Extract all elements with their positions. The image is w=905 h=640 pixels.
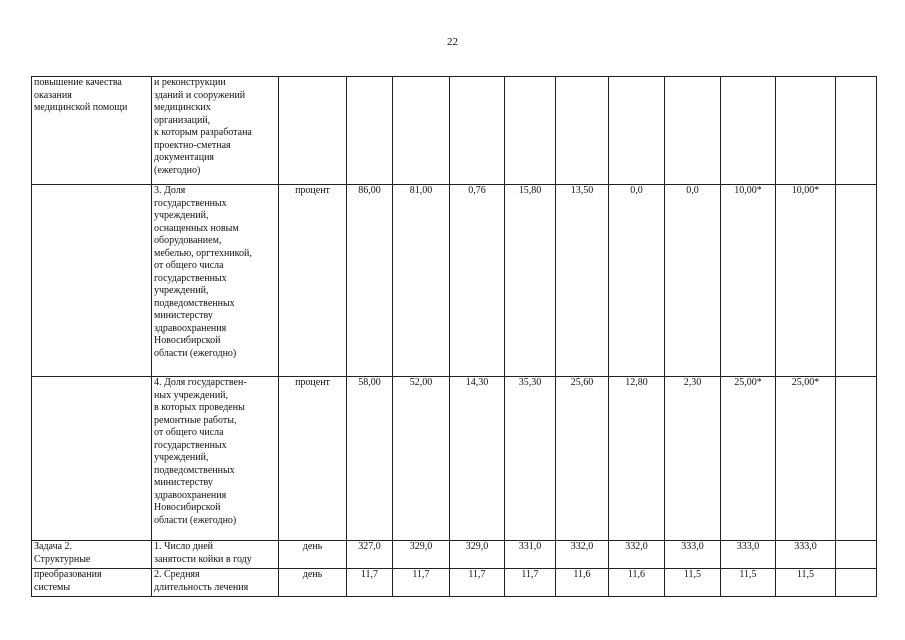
unit-cell: день — [279, 541, 347, 569]
table-row — [32, 185, 877, 377]
value-cell — [505, 77, 556, 185]
goal-cell: преобразования системы — [32, 569, 152, 597]
value-cell: 25,00* — [721, 377, 776, 541]
value-cell: 327,0 — [347, 541, 393, 569]
value-cell: 35,30 — [505, 377, 556, 541]
indicator-cell: и реконструкции зданий и сооружений медицинских организаций, к которым разработана проектно-сметная документация (ежегодно) — [152, 77, 279, 185]
value-cell: 331,0 — [505, 541, 556, 569]
value-cell: 329,0 — [450, 541, 505, 569]
value-cell — [347, 77, 393, 185]
goal-cell: повышение качества оказания медицинской помощи — [32, 77, 152, 185]
unit-cell: процент — [279, 185, 347, 377]
value-cell: 10,00* — [721, 185, 776, 377]
value-cell: 11,5 — [665, 569, 721, 597]
indicator-cell: 1. Число дней занятости койки в году — [152, 541, 279, 569]
indicator-cell: 2. Средняя длительность лечения — [152, 569, 279, 597]
unit-cell — [279, 77, 347, 185]
note-cell — [836, 541, 877, 569]
value-cell: 0,76 — [450, 185, 505, 377]
value-cell: 12,80 — [609, 377, 665, 541]
value-cell: 86,00 — [347, 185, 393, 377]
value-cell: 10,00* — [776, 185, 836, 377]
value-cell — [665, 77, 721, 185]
value-cell: 81,00 — [393, 185, 450, 377]
value-cell: 14,30 — [450, 377, 505, 541]
value-cell: 332,0 — [556, 541, 609, 569]
goal-cell — [32, 377, 152, 541]
value-cell: 15,80 — [505, 185, 556, 377]
value-cell: 11,6 — [556, 569, 609, 597]
value-cell: 2,30 — [665, 377, 721, 541]
value-cell: 13,50 — [556, 185, 609, 377]
note-cell — [836, 185, 877, 377]
value-cell: 11,5 — [776, 569, 836, 597]
value-cell: 25,60 — [556, 377, 609, 541]
value-cell: 11,7 — [450, 569, 505, 597]
value-cell: 333,0 — [776, 541, 836, 569]
goal-cell: Задача 2. Структурные — [32, 541, 152, 569]
value-cell: 11,6 — [609, 569, 665, 597]
value-cell: 333,0 — [665, 541, 721, 569]
unit-cell: процент — [279, 377, 347, 541]
value-cell: 329,0 — [393, 541, 450, 569]
unit-cell: день — [279, 569, 347, 597]
value-cell — [556, 77, 609, 185]
page-number: 22 — [447, 36, 458, 48]
value-cell — [450, 77, 505, 185]
value-cell — [609, 77, 665, 185]
value-cell — [776, 77, 836, 185]
value-cell: 25,00* — [776, 377, 836, 541]
table-row — [32, 77, 877, 185]
value-cell: 52,00 — [393, 377, 450, 541]
value-cell: 0,0 — [665, 185, 721, 377]
value-cell: 58,00 — [347, 377, 393, 541]
table-row — [32, 569, 877, 597]
goal-cell — [32, 185, 152, 377]
table-row — [32, 377, 877, 541]
value-cell: 333,0 — [721, 541, 776, 569]
value-cell: 11,7 — [505, 569, 556, 597]
table-row — [32, 541, 877, 569]
value-cell: 11,7 — [393, 569, 450, 597]
value-cell: 11,7 — [347, 569, 393, 597]
value-cell — [393, 77, 450, 185]
indicator-cell: 4. Доля государствен- ных учреждений, в которых проведены ремонтные работы, от общего числа государственных учреждений, подведомственных министерству здравоохранения Новосибирской области (ежегодно) — [152, 377, 279, 541]
table-body — [32, 77, 877, 597]
value-cell: 332,0 — [609, 541, 665, 569]
note-cell — [836, 377, 877, 541]
indicator-cell: 3. Доля государственных учреждений, оснащенных новым оборудованием, мебелью, оргтехникой, от общего числа государственных учреждений, подведомственных министерству здравоохранения Новосибирской области (ежегодно) — [152, 185, 279, 377]
value-cell — [721, 77, 776, 185]
value-cell: 11,5 — [721, 569, 776, 597]
note-cell — [836, 77, 877, 185]
indicators-table — [31, 76, 877, 597]
value-cell: 0,0 — [609, 185, 665, 377]
note-cell — [836, 569, 877, 597]
